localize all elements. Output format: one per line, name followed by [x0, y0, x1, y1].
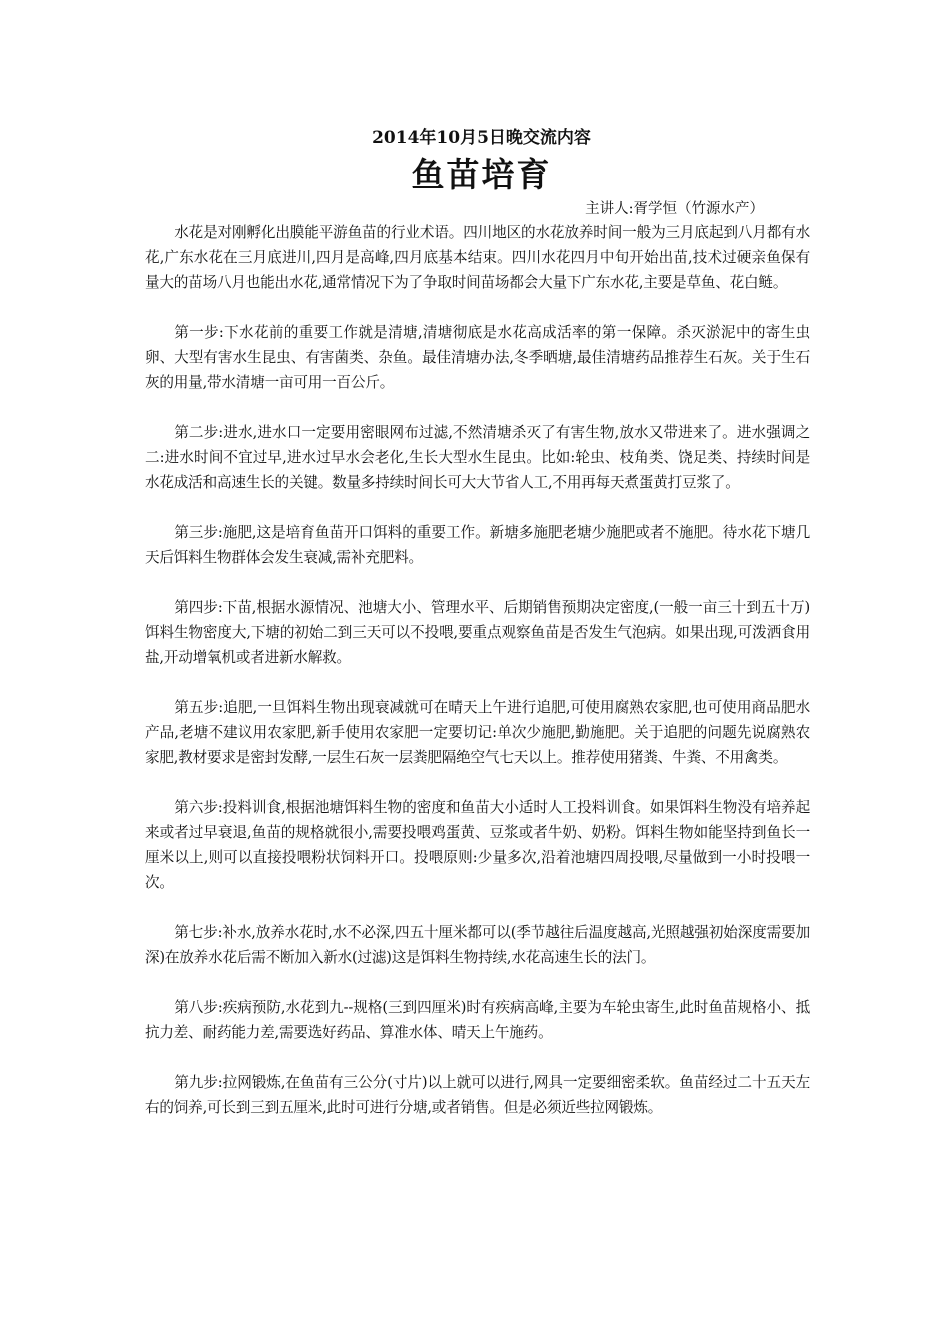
- document-page: [145, 126, 810, 1120]
- paragraph-gap: [145, 970, 810, 995]
- paragraph-gap: [145, 895, 810, 920]
- paragraph-intro: 水花是对刚孵化出膜能平游鱼苗的行业术语。四川地区的水花放养时间一般为三月底起到八月都有水花,广东水花在三月底进川,四月是高峰,四月底基本结束。四川水花四月中旬开始出苗,技术过硬亲鱼保有量大的苗场八月也能出水花,通常情况下为了争取时间苗场都会大量下广东水花,主要是草鱼、花白鲢。: [145, 224, 810, 291]
- paragraph-step-7: 第七步:补水,放养水花时,水不必深,四五十厘米都可以(季节越往后温度越高,光照越强初始深度需要加深)在放养水花后需不断加入新水(过滤)这是饵料生物持续,水花高速生长的法门。: [145, 924, 810, 966]
- paragraph-gap: [145, 670, 810, 695]
- paragraph-step-1: 第一步:下水花前的重要工作就是清塘,清塘彻底是水花高成活率的第一保障。杀灭淤泥中的寄生虫卵、大型有害水生昆虫、有害菌类、杂鱼。最佳清塘办法,冬季晒塘,最佳清塘药品推荐生石灰。关于生石灰的用量,带水清塘一亩可用一百公斤。: [145, 324, 810, 391]
- paragraph-step-3: 第三步:施肥,这是培育鱼苗开口饵料的重要工作。新塘多施肥老塘少施肥或者不施肥。待水花下塘几天后饵料生物群体会发生衰减,需补充肥料。: [145, 524, 810, 566]
- paragraph-step-5: 第五步:追肥,一旦饵料生物出现衰减就可在晴天上午进行追肥,可使用腐熟农家肥,也可使用商品肥水产品,老塘不建议用农家肥,新手使用农家肥一定要切记:单次少施肥,勤施肥。关于追肥的问题先说腐熟农家肥,教材要求是密封发酵,一层生石灰一层粪肥隔绝空气七天以上。推荐使用猪粪、牛粪、不用禽类。: [145, 699, 810, 766]
- paragraph-gap: [145, 495, 810, 520]
- speaker-line: 主讲人:胥学恒（竹源水产）: [585, 201, 764, 217]
- paragraph-step-8: 第八步:疾病预防,水花到九--规格(三到四厘米)时有疾病高峰,主要为车轮虫寄生,此时鱼苗规格小、抵抗力差、耐药能力差,需要选好药品、算准水体、晴天上午施药。: [145, 999, 810, 1041]
- paragraph-step-2: 第二步:进水,进水口一定要用密眼网布过滤,不然清塘杀灭了有害生物,放水又带进来了。进水强调之二:进水时间不宜过早,进水过早水会老化,生长大型水生昆虫。比如:轮虫、枝角类、饶足类、持续时间是水花成活和高速生长的关键。数量多持续时间长可大大节省人工,不用再每天煮蛋黄打豆浆了。: [145, 424, 810, 491]
- paragraph-gap: [145, 770, 810, 795]
- paragraph-gap: [145, 570, 810, 595]
- paragraph-gap: [145, 395, 810, 420]
- document-title: 鱼苗培育: [411, 155, 552, 194]
- paragraph-step-4: 第四步:下苗,根据水源情况、池塘大小、管理水平、后期销售预期决定密度,(一般一亩三十到五十万)饵料生物密度大,下塘的初始二到三天可以不投喂,要重点观察鱼苗是否发生气泡病。如果出现,可泼洒食用盐,开动增氧机或者进新水解救。: [145, 599, 810, 666]
- paragraph-step-9: 第九步:拉网锻炼,在鱼苗有三公分(寸片)以上就可以进行,网具一定要细密柔软。鱼苗经过二十五天左右的饲养,可长到三到五厘米,此时可进行分塘,或者销售。但是必须近些拉网锻炼。: [145, 1074, 810, 1116]
- paragraph-step-6: 第六步:投料训食,根据池塘饵料生物的密度和鱼苗大小适时人工投料训食。如果饵料生物没有培养起来或者过早衰退,鱼苗的规格就很小,需要投喂鸡蛋黄、豆浆或者牛奶、奶粉。饵料生物如能坚持到鱼长一厘米以上,则可以直接投喂粉状饲料开口。投喂原则:少量多次,沿着池塘四周投喂,尽量做到一小时投喂一次。: [145, 799, 810, 891]
- paragraph-gap: [145, 295, 810, 320]
- paragraph-gap: [145, 1045, 810, 1070]
- date-line: 2014年10月5日晚交流内容: [372, 128, 591, 148]
